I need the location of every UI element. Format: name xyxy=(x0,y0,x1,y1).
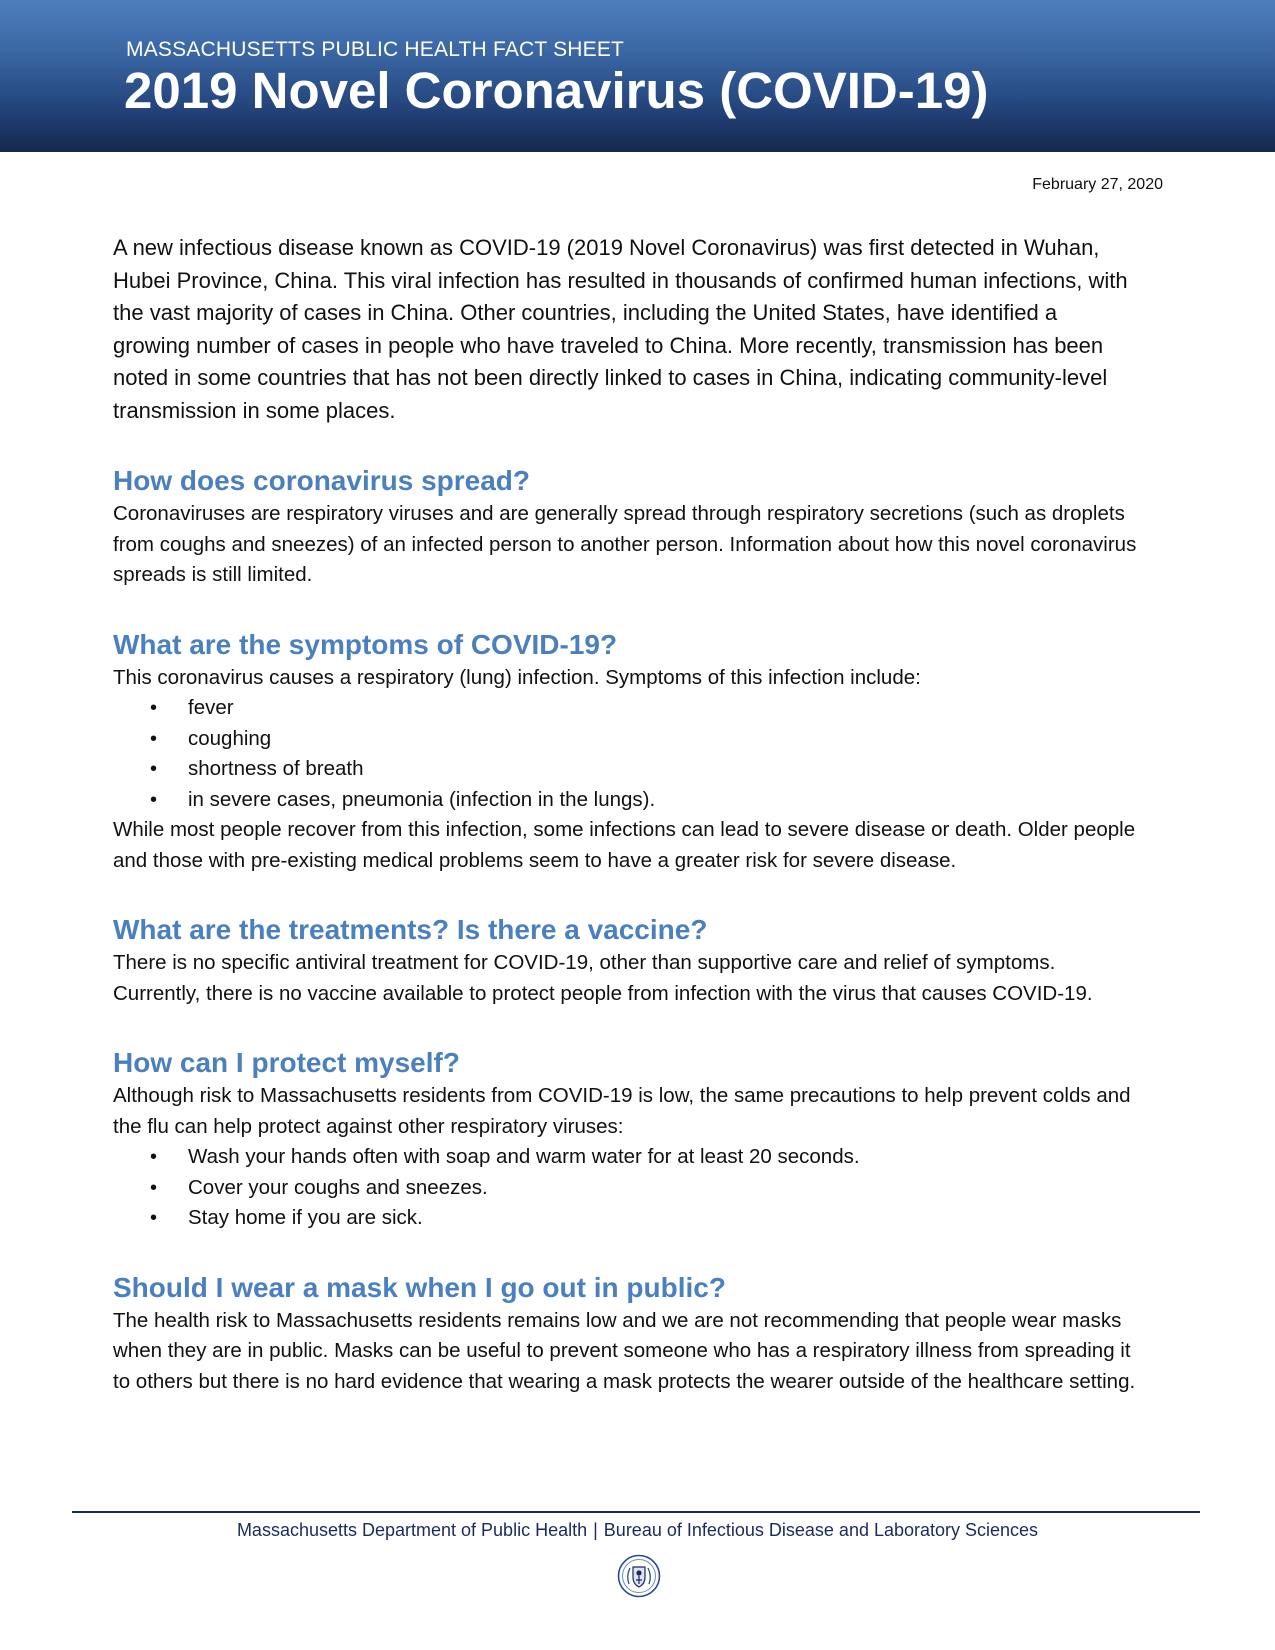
list-item: • shortness of breath xyxy=(113,754,1138,785)
main-content xyxy=(113,232,1138,1397)
section-text-protect: Although risk to Massachusetts residents from COVID-19 is low, the same precautions to help prevent colds and the flu can help protect against other respiratory viruses: xyxy=(113,1084,1131,1138)
section-heading-spread: How does coronavirus spread? xyxy=(113,465,530,496)
list-item: • in severe cases, pneumonia (infection in the lungs). xyxy=(113,785,1138,816)
section-symptoms xyxy=(113,627,1138,877)
state-seal-icon xyxy=(617,1554,661,1598)
section-text-treatments: There is no specific antiviral treatment for COVID-19, other than supportive care and relief of symptoms. Currently, there is no vaccine available to protect people from infection with the virus that causes COVID-19. xyxy=(113,951,1093,1005)
section-text-mask: The health risk to Massachusetts residents remains low and we are not recommending that people wear masks when they are in public. Masks can be useful to prevent someone who has a respiratory illness from spreading it to others but there is no hard evidence that wearing a mask protects the wearer outside of the healthcare setting. xyxy=(113,1308,1136,1393)
section-protect xyxy=(113,1045,1138,1234)
footer-credits xyxy=(0,1520,1275,1541)
bullet-icon: • xyxy=(150,788,158,811)
footer-department: Massachusetts Department of Public Health xyxy=(236,1520,588,1540)
bullet-icon: • xyxy=(150,697,158,719)
bullet-icon: • xyxy=(150,758,158,780)
fact-sheet-kicker: MASSACHUSETTS PUBLIC HEALTH FACT SHEET xyxy=(126,38,625,61)
section-text-spread: Coronaviruses are respiratory viruses and are generally spread through respiratory secretions (such as droplets from coughs and sneezes) of an infected person to another person. Information about how this novel coronavirus spreads is still limited. xyxy=(113,502,1137,586)
footer-separator: | xyxy=(593,1520,598,1540)
bullet-icon: • xyxy=(150,1207,158,1229)
list-item: • Stay home if you are sick. xyxy=(113,1203,1138,1234)
section-text-symptoms-after: While most people recover from this infection, some infections can lead to severe disease or death. Older people and those with pre-existing medical problems seem to have a greater risk for severe disease. xyxy=(113,818,1136,872)
footer-divider xyxy=(72,1511,1200,1513)
footer-bureau: Bureau of Infectious Disease and Laboratory Sciences xyxy=(603,1520,1039,1540)
section-treatments xyxy=(113,912,1138,1009)
page-title: 2019 Novel Coronavirus (COVID-19) xyxy=(124,62,989,119)
section-spread xyxy=(113,463,1138,591)
section-heading-symptoms: What are the symptoms of COVID-19? xyxy=(113,628,618,660)
list-item: • coughing xyxy=(113,724,1138,755)
bullet-icon: • xyxy=(150,1146,158,1168)
symptoms-list xyxy=(113,693,1138,815)
section-heading-mask: Should I wear a mask when I go out in public? xyxy=(113,1271,726,1303)
precautions-list xyxy=(113,1142,1138,1234)
list-item: • Cover your coughs and sneezes. xyxy=(113,1173,1138,1204)
bullet-icon: • xyxy=(150,1176,158,1199)
section-text-symptoms: This coronavirus causes a respiratory (lung) infection. Symptoms of this infection include: xyxy=(113,665,921,689)
section-heading-treatments: What are the treatments? Is there a vaccine? xyxy=(113,914,708,945)
list-item: • Wash your hands often with soap and warm water for at least 20 seconds. xyxy=(113,1142,1138,1173)
bullet-icon: • xyxy=(150,727,158,750)
header-banner xyxy=(0,0,1275,152)
intro-paragraph: A new infectious disease known as COVID-19 (2019 Novel Coronavirus) was first detected in Wuhan, Hubei Province, China. This viral infection has resulted in thousands of confirmed human infections, with the vast majority of cases in China. Other countries, including the United States, have identified a growing number of cases in people who have traveled to China. More recently, transmission has been noted in some countries that has not been directly linked to cases in China, indicating community-level transmission in some places. xyxy=(113,235,1128,423)
section-mask xyxy=(113,1270,1138,1398)
publication-date: February 27, 2020 xyxy=(1032,176,1163,193)
list-item: • fever xyxy=(113,693,1138,724)
section-heading-protect: How can I protect myself? xyxy=(113,1047,460,1078)
